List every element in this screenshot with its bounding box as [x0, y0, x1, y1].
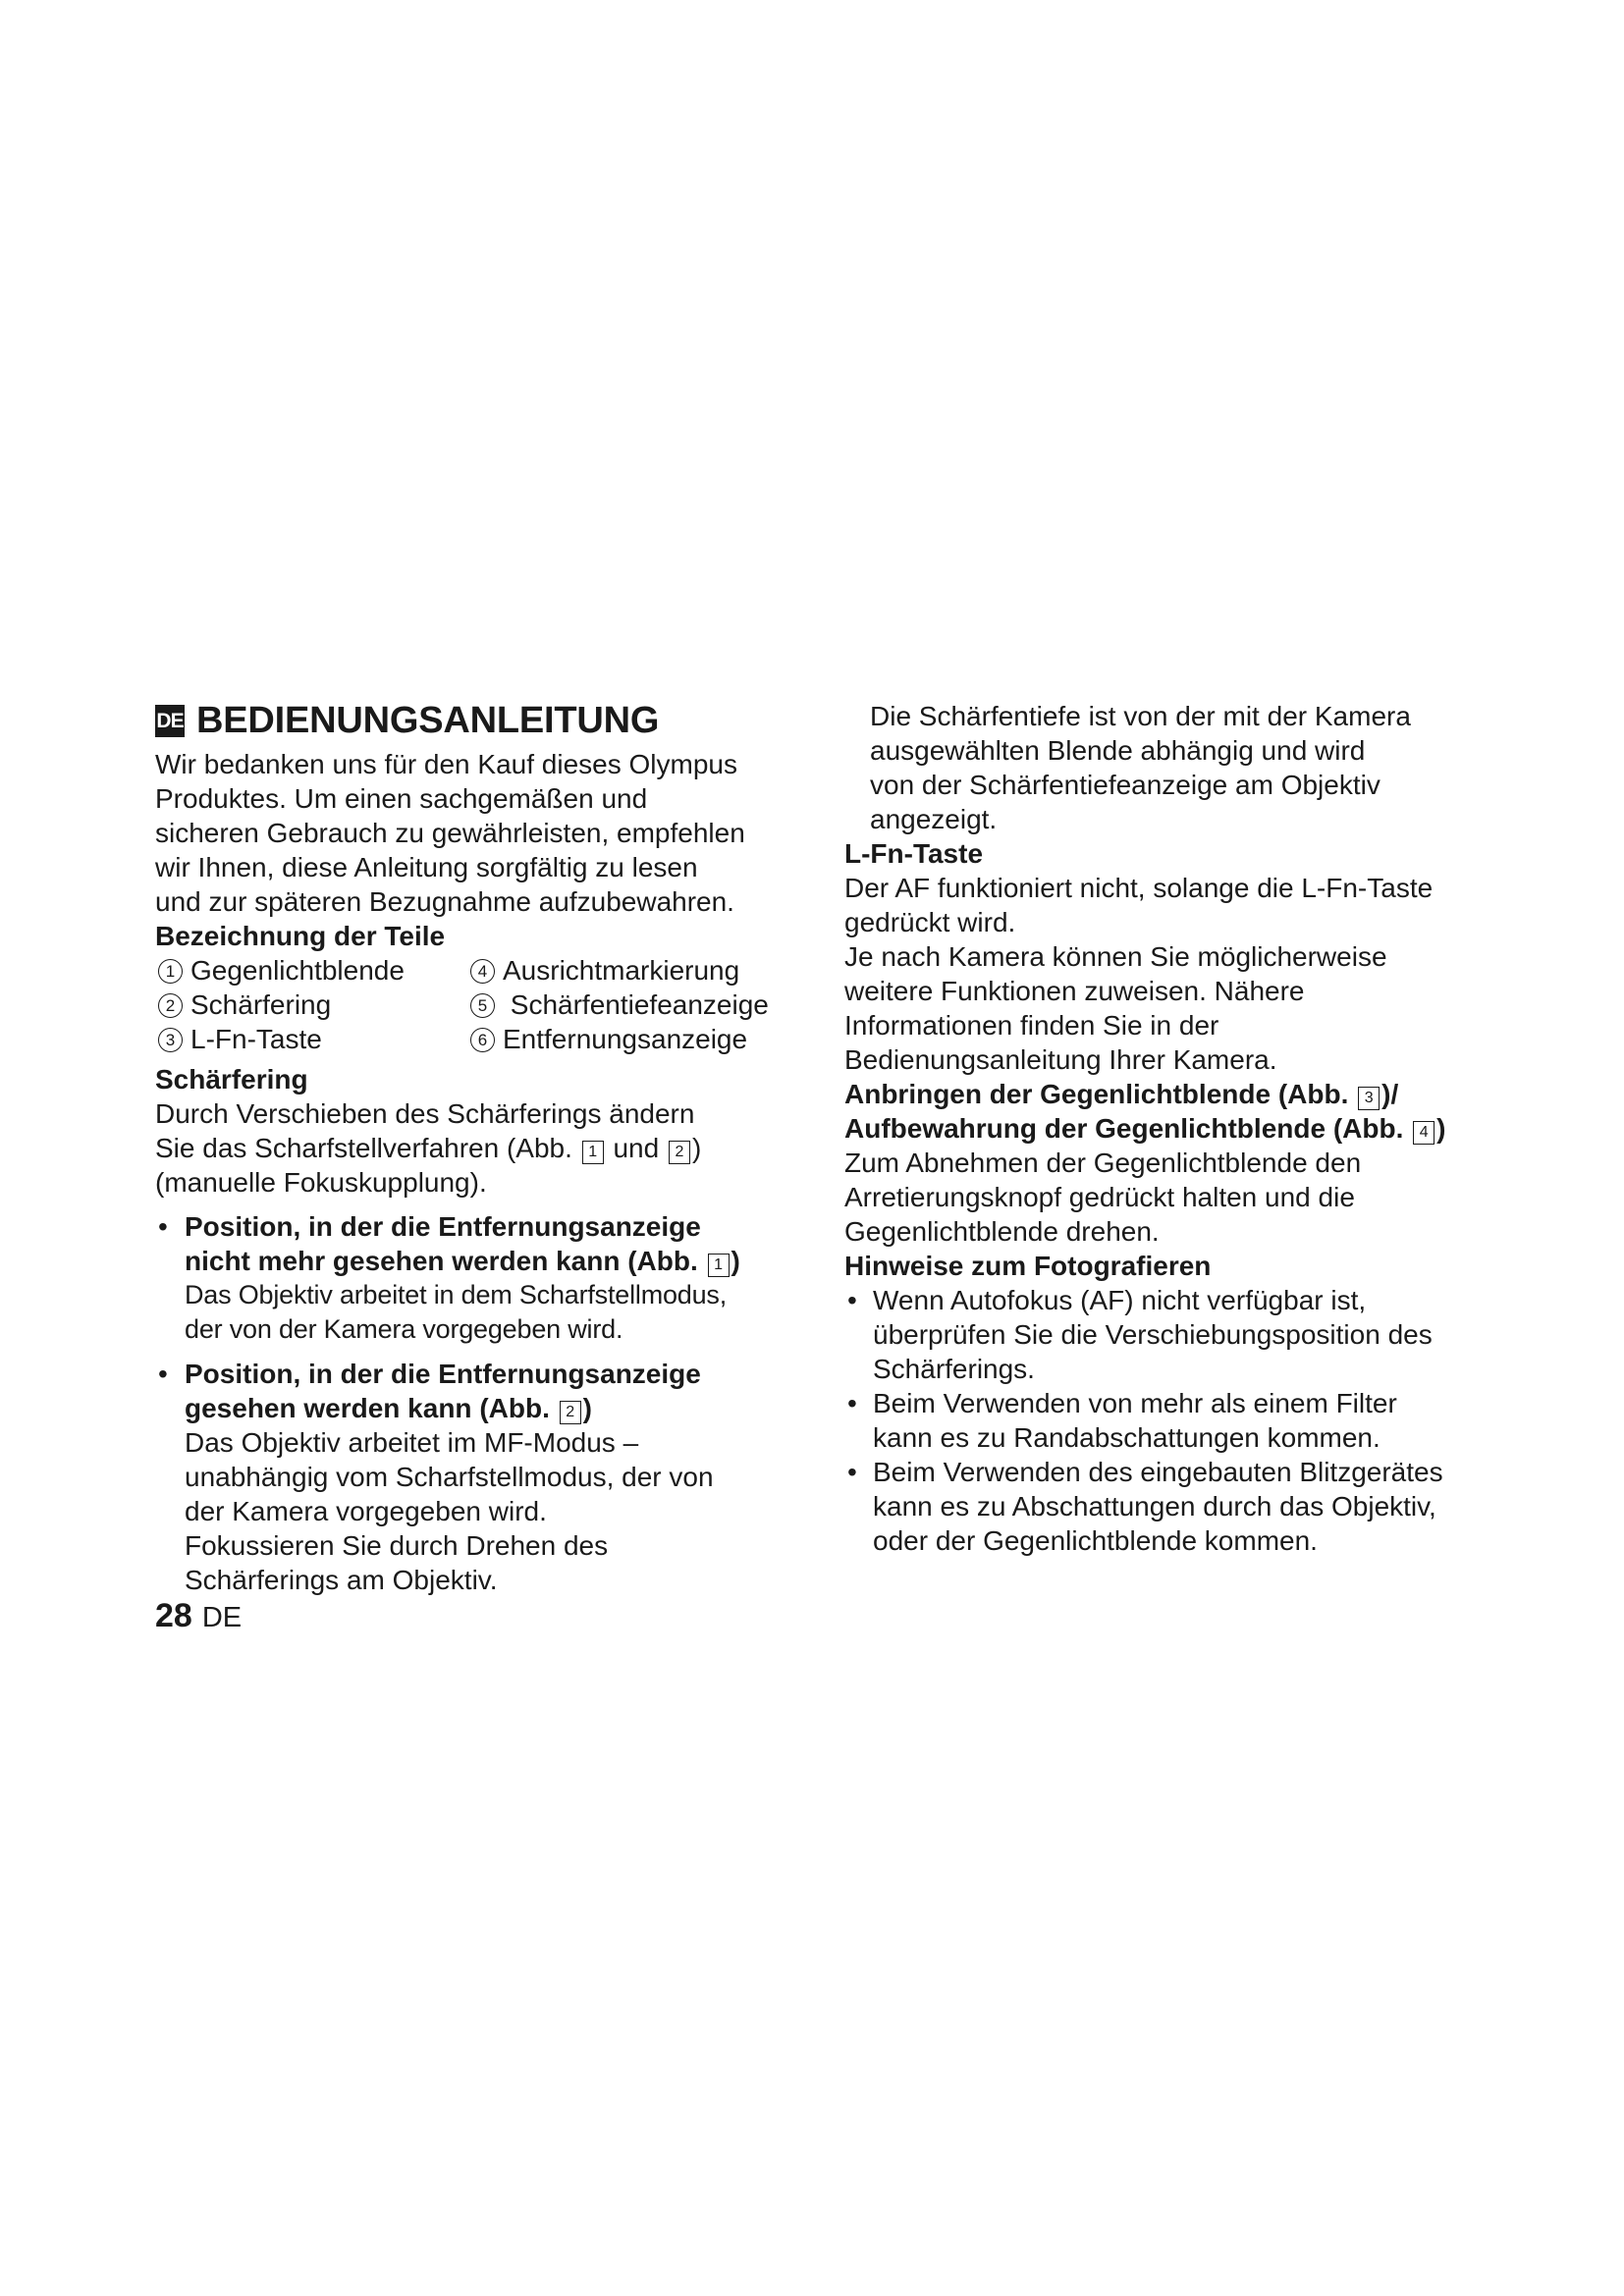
right-column [844, 699, 1492, 1558]
text-line: oder der Gegenlichtblende kommen. [873, 1525, 1318, 1556]
bullet-heading-line [185, 1391, 803, 1425]
number-badge: 5 [470, 993, 495, 1018]
page-number: 28 [155, 1597, 192, 1634]
number-badge: 4 [470, 959, 495, 984]
part-item [470, 1022, 803, 1056]
tip-item [844, 1386, 1492, 1455]
text-fragment: ) [731, 1246, 740, 1276]
figure-number: 2 [669, 1141, 690, 1164]
number-badge: 1 [158, 959, 183, 984]
document-title: BEDIENUNGSANLEITUNG [196, 700, 660, 741]
text-line: Informationen finden Sie in der [844, 1010, 1219, 1041]
bullet-icon: • [847, 1457, 857, 1487]
part-item [158, 1022, 470, 1056]
figure-number: 1 [582, 1141, 604, 1164]
text-line: von der Schärfentiefeanzeige am Objektiv [870, 770, 1380, 800]
text-line: Je nach Kamera können Sie möglicherweise [844, 941, 1387, 972]
number-badge: 3 [158, 1028, 183, 1052]
left-column [155, 699, 803, 1597]
text-line: Durch Verschieben des Schärferings ändern [155, 1098, 695, 1129]
lfn-heading: L-Fn-Taste [844, 838, 984, 869]
text-line: Gegenlichtblende drehen. [844, 1216, 1160, 1247]
text-line: Zum Abnehmen der Gegenlichtblende den [844, 1148, 1362, 1178]
text-line: Arretierungsknopf gedrückt halten und die [844, 1182, 1355, 1212]
bullet-icon: • [847, 1285, 857, 1315]
figure-number: 2 [560, 1401, 581, 1424]
part-item [158, 988, 470, 1022]
text-line: Fokussieren Sie durch Drehen des [185, 1530, 609, 1561]
focus-ring-heading: Schärfering [155, 1064, 308, 1095]
part-item [470, 953, 803, 988]
text-line: (manuelle Fokuskupplung). [155, 1167, 487, 1198]
intro-line: und zur späteren Bezugnahme aufzubewahren. [155, 886, 734, 917]
intro-line: sicheren Gebrauch zu gewährleisten, empfehlen [155, 818, 745, 848]
text-line: weitere Funktionen zuweisen. Nähere [844, 976, 1305, 1006]
intro-line: Wir bedanken uns für den Kauf dieses Olympus [155, 749, 737, 779]
part-label: L-Fn-Taste [190, 1024, 322, 1054]
tip-item [844, 1283, 1492, 1386]
bullet-heading-line: Position, in der die Entfernungsanzeige [185, 1359, 701, 1389]
text-fragment: Anbringen der Gegenlichtblende (Abb. [844, 1079, 1349, 1109]
text-line: Beim Verwenden des eingebauten Blitzgerätes [873, 1457, 1443, 1487]
text-line: überprüfen Sie die Verschiebungsposition des [873, 1319, 1433, 1350]
text-line: Der AF funktioniert nicht, solange die L-Fn-Taste [844, 873, 1434, 903]
figure-number: 3 [1358, 1087, 1380, 1110]
depth-of-field-note [844, 699, 1492, 836]
number-badge: 2 [158, 993, 183, 1018]
figure-number: 1 [708, 1254, 730, 1277]
number-badge: 6 [470, 1028, 495, 1052]
footer-language: DE [201, 1602, 243, 1633]
bullet-item [155, 1209, 803, 1347]
text-line: unabhängig vom Scharfstellmodus, der von [185, 1462, 714, 1492]
focus-ring-paragraph [155, 1096, 803, 1200]
part-item [158, 953, 470, 988]
text-line: ausgewählten Blende abhängig und wird [870, 735, 1366, 766]
tips-heading: Hinweise zum Fotografieren [844, 1251, 1212, 1281]
text-line: Schärferings. [873, 1354, 1035, 1384]
bullet-icon: • [158, 1359, 168, 1389]
text-fragment: ) [1436, 1113, 1446, 1144]
bullet-icon: • [158, 1211, 168, 1242]
bullet-item [155, 1357, 803, 1597]
text-fragment: und [613, 1133, 660, 1163]
text-line [155, 1131, 803, 1165]
text-line: Das Objektiv arbeitet in dem Scharfstellmodus, [185, 1280, 728, 1309]
bullet-heading-line [185, 1244, 803, 1278]
text-line: gedrückt wird. [844, 907, 1016, 937]
text-line: Beim Verwenden von mehr als einem Filter [873, 1388, 1397, 1418]
text-line: kann es zu Randabschattungen kommen. [873, 1422, 1380, 1453]
text-line: Die Schärfentiefe ist von der mit der Kamera [870, 701, 1411, 731]
parts-heading: Bezeichnung der Teile [155, 921, 446, 951]
parts-list [158, 953, 803, 1056]
text-fragment: Sie das Scharfstellverfahren (Abb. [155, 1133, 572, 1163]
part-item [470, 988, 803, 1022]
part-label: Gegenlichtblende [190, 955, 405, 986]
intro-line: Produktes. Um einen sachgemäßen und [155, 783, 648, 814]
text-line: der von der Kamera vorgegeben wird. [185, 1314, 623, 1344]
text-line: der Kamera vorgegeben wird. [185, 1496, 547, 1526]
text-line: angezeigt. [870, 804, 998, 834]
part-label: Entfernungsanzeige [503, 1024, 748, 1054]
text-line: Wenn Autofokus (AF) nicht verfügbar ist, [873, 1285, 1367, 1315]
hood-heading [844, 1077, 1492, 1111]
part-label: Schärfering [190, 989, 332, 1020]
text-fragment: gesehen werden kann (Abb. [185, 1393, 550, 1423]
intro-line: wir Ihnen, diese Anleitung sorgfältig zu lesen [155, 852, 698, 882]
hood-heading [844, 1111, 1492, 1146]
bullet-heading-line: Position, in der die Entfernungsanzeige [185, 1211, 701, 1242]
language-badge: DE [155, 705, 185, 737]
tip-item [844, 1455, 1492, 1558]
text-fragment: ) [582, 1393, 592, 1423]
text-fragment: Aufbewahrung der Gegenlichtblende (Abb. [844, 1113, 1404, 1144]
title-row [155, 699, 803, 742]
part-label: Ausrichtmarkierung [503, 955, 740, 986]
text-line: Schärferings am Objektiv. [185, 1565, 498, 1595]
figure-number: 4 [1413, 1121, 1435, 1145]
text-fragment: )/ [1381, 1079, 1399, 1109]
lfn-paragraph [844, 871, 1492, 1077]
bullet-icon: • [847, 1388, 857, 1418]
text-fragment: ) [691, 1133, 702, 1163]
intro-paragraph [155, 747, 803, 919]
text-line: kann es zu Abschattungen durch das Objektiv, [873, 1491, 1436, 1522]
text-line: Das Objektiv arbeitet im MF-Modus – [185, 1427, 639, 1458]
page-footer [155, 1597, 242, 1635]
part-label: Schärfentiefeanzeige [503, 989, 769, 1020]
hood-paragraph [844, 1146, 1492, 1249]
text-line: Bedienungsanleitung Ihrer Kamera. [844, 1044, 1277, 1075]
text-fragment: nicht mehr gesehen werden kann (Abb. [185, 1246, 698, 1276]
